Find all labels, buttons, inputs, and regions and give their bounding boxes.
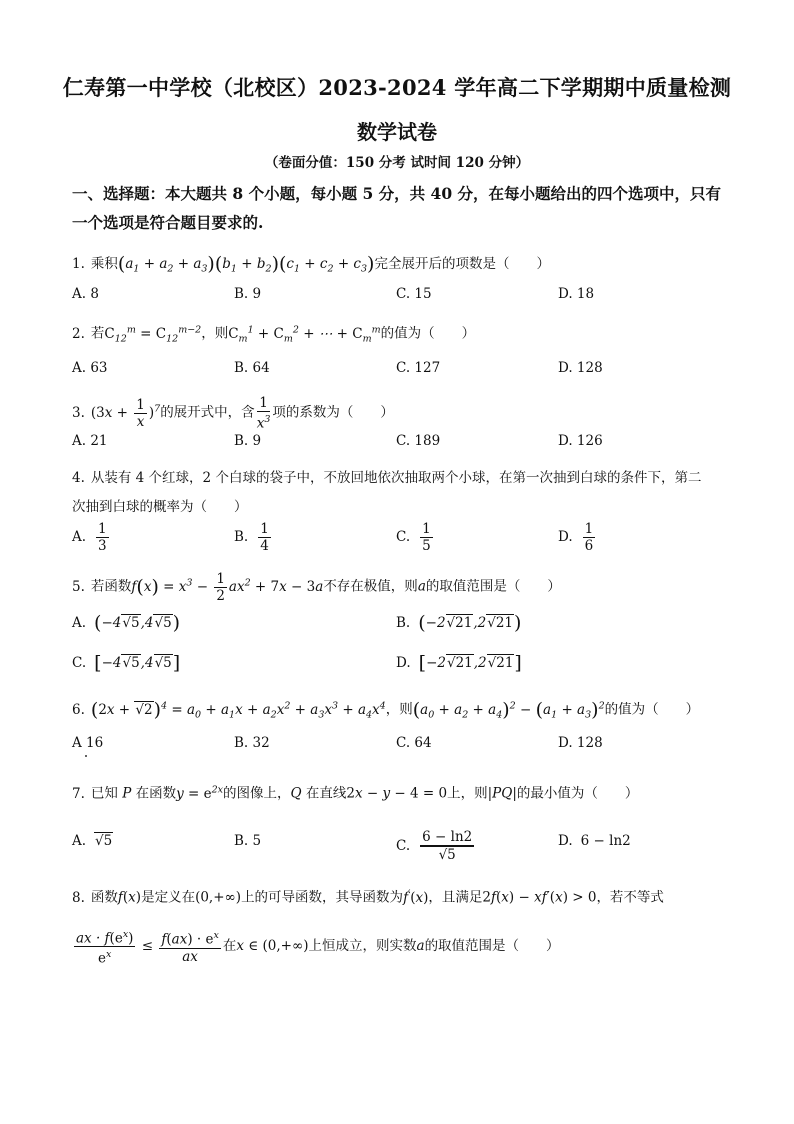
page-subtitle: 数学试卷 bbox=[357, 120, 437, 144]
question-text: 在直线 bbox=[305, 785, 347, 802]
question-number: 6. bbox=[72, 701, 85, 718]
question-text: 的图像上， bbox=[223, 785, 291, 802]
option-c[interactable]: C. $\frac{6 - \ln 2}{√5}$ bbox=[396, 829, 473, 863]
question-text: ，若不等式 bbox=[596, 889, 664, 906]
section-heading-line1: 一、选择题：本大题共 8 个小题，每小题 5 分，共 40 分，在每小题给出的四个选项中，只有 bbox=[72, 184, 722, 203]
question-text: 从装有 4 个红球，2 个白球的袋子中，不放回地依次抽取两个小球，在第一次抽到白球的条件下，第二 bbox=[90, 470, 702, 486]
question-4-options bbox=[72, 521, 732, 561]
question-number: 7. bbox=[72, 785, 85, 802]
question-number: 4. bbox=[72, 470, 85, 486]
question-text: 在函数 bbox=[135, 785, 177, 802]
option-c[interactable]: C. 15 bbox=[396, 286, 432, 302]
option-d[interactable]: D. 6 − ln2 bbox=[558, 833, 631, 849]
stray-dot bbox=[85, 755, 87, 757]
question-text: 上，则 bbox=[447, 785, 488, 802]
question-2-options bbox=[72, 360, 732, 382]
option-a[interactable]: A. 8 bbox=[72, 286, 99, 302]
option-c[interactable]: C. $\frac{1}{5}$ bbox=[396, 521, 431, 554]
question-8-line2: $\frac{ax \cdot f(e^x)}{e^x}$ ≤ $\frac{f(ax) \cdot e^x}{ax}$ 在x ∈ (0,+∞)上恒成立，则实数a的取值范围是（ ） bbox=[72, 926, 732, 967]
page-title: 仁寿第一中学校（北校区）2023-2024 学年高二下学期期中质量检测 bbox=[62, 75, 732, 100]
option-c[interactable]: C. [−4√5,4√5] bbox=[72, 652, 181, 674]
question-number: 1. bbox=[72, 256, 85, 272]
formula: $\frac{ax \cdot f(e^x)}{e^x}$ ≤ $\frac{f(ax) \cdot e^x}{ax}$ bbox=[76, 928, 219, 967]
question-text: 是定义在 bbox=[141, 889, 196, 906]
question-text: 上恒成立，则实数 bbox=[308, 938, 417, 954]
option-d[interactable]: D. 126 bbox=[558, 433, 603, 449]
section-heading bbox=[72, 179, 732, 237]
question-3 bbox=[72, 392, 732, 431]
question-7: 7. 已知 P 在函数$y = e^{2x}$的图像上，Q 在直线2x − y − 4 = 0上，则|PQ|的最小值为（ ） bbox=[72, 784, 639, 802]
question-text: 的取值范围是（ ） bbox=[425, 578, 561, 595]
question-number: 2. bbox=[72, 325, 85, 342]
question-text: 完全展开后的项数是（ ） bbox=[374, 256, 550, 272]
question-3-options bbox=[72, 433, 732, 455]
option-b[interactable]: B. $\frac{1}{4}$ bbox=[234, 521, 269, 554]
question-text: 次抽到白球的概率为（ ） bbox=[72, 499, 248, 515]
option-c[interactable]: C. 64 bbox=[396, 735, 432, 751]
question-text: ，则 bbox=[201, 325, 229, 342]
question-text: 的值为（ ） bbox=[604, 701, 700, 718]
question-6-options bbox=[72, 735, 732, 757]
question-number: 8. bbox=[72, 889, 85, 906]
option-a[interactable]: A. 63 bbox=[72, 360, 108, 376]
option-b[interactable]: B. 9 bbox=[234, 286, 262, 302]
formula: (3x + $\frac{1}{x}$ )$^7$ bbox=[90, 396, 161, 430]
question-number: 5. bbox=[72, 578, 85, 595]
option-d[interactable]: D. 128 bbox=[558, 735, 603, 751]
question-text: 的最小值为（ ） bbox=[516, 785, 639, 802]
formula: $y = e^{2x}$ bbox=[176, 784, 224, 802]
option-a[interactable]: A. 21 bbox=[72, 433, 108, 449]
question-2 bbox=[72, 320, 732, 349]
question-text: ，则 bbox=[385, 701, 413, 718]
question-7-options bbox=[72, 829, 732, 869]
formula: $\frac{1}{x^3}$ bbox=[256, 394, 271, 432]
question-text: ，且满足 bbox=[428, 889, 483, 906]
question-text: 函数 bbox=[90, 889, 118, 906]
question-6 bbox=[72, 696, 732, 725]
option-a[interactable]: A. √5 bbox=[72, 833, 113, 849]
question-5-options-row1 bbox=[72, 612, 732, 634]
question-1 bbox=[72, 254, 732, 280]
question-text: 若函数 bbox=[90, 578, 132, 595]
formula: $C_m^1 + C_m^2$ + ⋯ + $C_m^m$ bbox=[228, 324, 381, 345]
score-time-info: （卷面分值：150 分考 试时间 120 分钟） bbox=[264, 155, 530, 171]
option-b[interactable]: B. 9 bbox=[234, 433, 262, 449]
option-c[interactable]: C. 127 bbox=[396, 360, 441, 376]
question-4 bbox=[72, 464, 732, 522]
formula: $C_{12}^m = C_{12}^{m-2}$ bbox=[104, 324, 202, 345]
question-number: 3. bbox=[72, 404, 85, 421]
option-a[interactable]: A. $\frac{1}{3}$ bbox=[72, 521, 107, 554]
formula: 2f(x) − xf′(x) > 0 bbox=[482, 889, 597, 906]
option-a[interactable]: A. (−4√5,4√5) bbox=[72, 612, 181, 634]
formula: a bbox=[417, 578, 426, 595]
formula: f′(x) bbox=[403, 888, 429, 906]
question-text: 乘积 bbox=[90, 256, 118, 272]
option-b[interactable]: B. (−2√21,2√21) bbox=[396, 612, 522, 634]
option-b[interactable]: B. 32 bbox=[234, 735, 270, 751]
question-5 bbox=[72, 566, 732, 604]
formula: 2x − y − 4 = 0 bbox=[346, 785, 448, 802]
formula: $f(x) = x^3$ − $\frac{1}{2}$ $ax^2 + 7x - 3a$ bbox=[131, 570, 324, 604]
question-text: 的取值范围是（ ） bbox=[424, 938, 560, 954]
option-a[interactable]: A 16 bbox=[72, 735, 104, 751]
formula: $(a_0 + a_2 + a_4)^2 - (a_1 + a_3)^2$ bbox=[412, 698, 605, 721]
question-text: 的展开式中，含 bbox=[160, 404, 255, 421]
question-8 bbox=[72, 884, 732, 908]
option-d[interactable]: D. $\frac{1}{6}$ bbox=[558, 521, 594, 554]
formula: $(a_1 + a_2 + a_3)(b_1 + b_2)(c_1 + c_2 + c_3)$ bbox=[117, 253, 375, 275]
option-b[interactable]: B. 5 bbox=[234, 833, 262, 849]
question-5-options-row2 bbox=[72, 652, 732, 674]
formula: $(2x + √2)^4 = a_0 + a_1x + a_2x^2 + a_3x^3 + a_4x^4$ bbox=[90, 698, 386, 721]
question-text: 在 bbox=[222, 938, 237, 954]
formula: (0,+∞) bbox=[195, 889, 242, 906]
question-text: 若 bbox=[90, 325, 105, 342]
question-text: 已知 bbox=[90, 785, 118, 802]
option-d[interactable]: D. 128 bbox=[558, 360, 603, 376]
option-c[interactable]: C. 189 bbox=[396, 433, 441, 449]
option-b[interactable]: B. 64 bbox=[234, 360, 270, 376]
option-d[interactable]: D. [−2√21,2√21] bbox=[396, 652, 522, 674]
question-text: 不存在极值，则 bbox=[323, 578, 418, 595]
question-text: 上的可导函数，其导函数为 bbox=[241, 889, 404, 906]
formula: |PQ| bbox=[487, 785, 517, 802]
question-text: 项的系数为（ ） bbox=[272, 404, 394, 421]
question-1-options bbox=[72, 286, 732, 308]
option-d[interactable]: D. 18 bbox=[558, 286, 595, 302]
section-heading-line2: 一个选项是符合题目要求的. bbox=[72, 213, 264, 232]
formula: f(x) bbox=[117, 889, 142, 906]
formula: x ∈ (0,+∞) bbox=[236, 938, 309, 954]
question-text: 的值为（ ） bbox=[380, 325, 476, 342]
